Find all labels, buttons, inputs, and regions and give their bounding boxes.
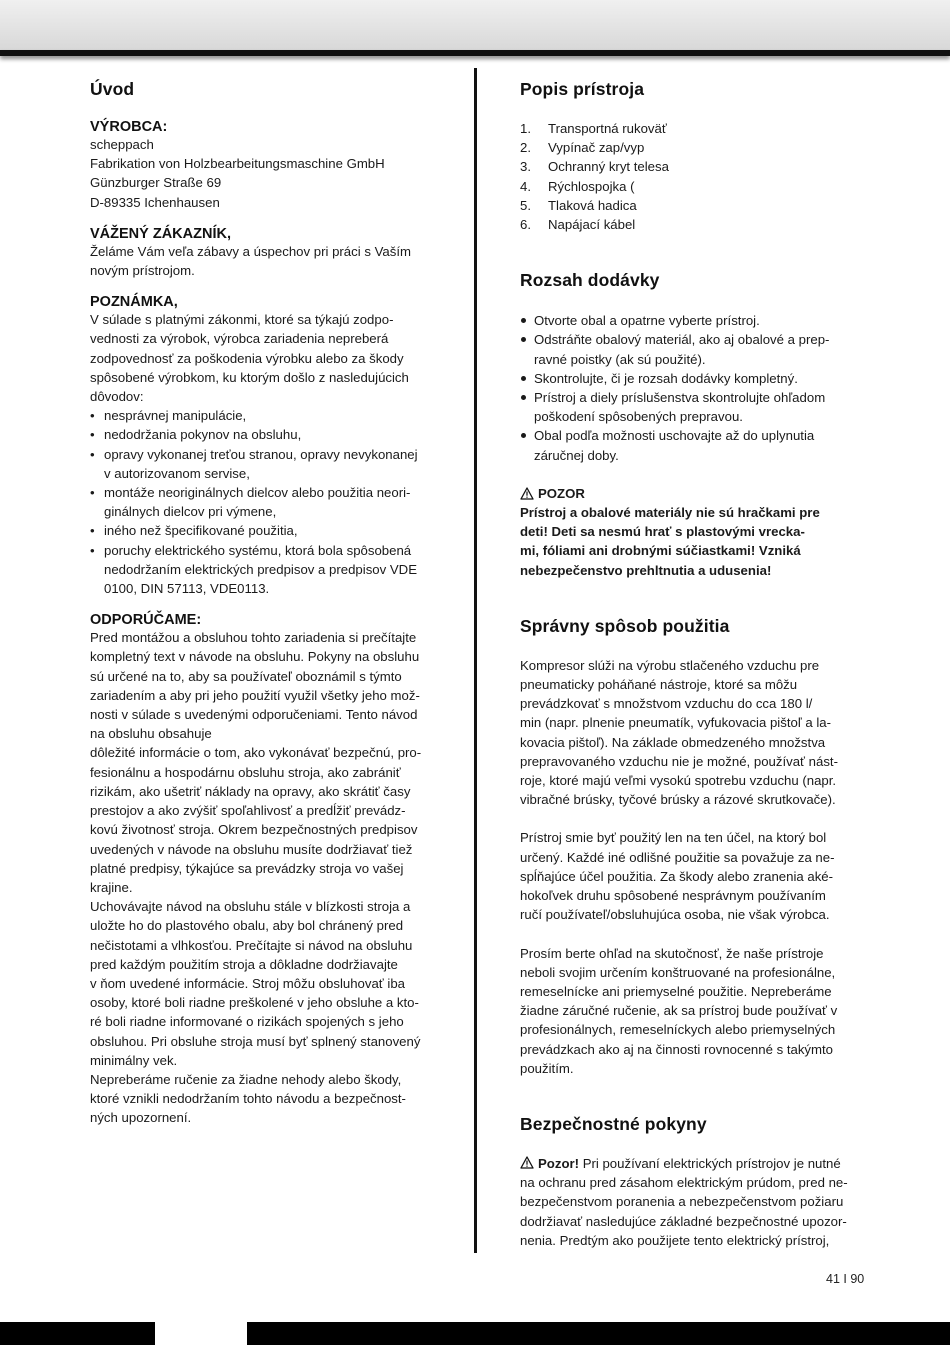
pouzitie-heading: Správny spôsob použitia xyxy=(520,615,730,636)
right-column xyxy=(520,62,862,1250)
zakaznik-heading: VÁŽENÝ ZÁKAZNÍK, xyxy=(90,225,231,242)
list-item: 4. Rýchlospojka ( xyxy=(520,178,635,194)
left-column xyxy=(90,62,432,1128)
text-line: na ochranu pred zásahom elektrickým prúdom, pred ne- xyxy=(520,1175,848,1191)
text-line: nebezpečenstvo prehltnutia a udusenia! xyxy=(520,562,772,578)
list-item: Skontrolujte, či je rozsah dodávky kompletný. xyxy=(520,369,862,388)
text-line: sú určené na to, aby sa používateľ oboznámil s týmto xyxy=(90,668,402,684)
text-line: prestojov a ako zvýšiť spoľahlivosť a predĺžiť prevádz- xyxy=(90,803,406,819)
list-item: 6. Napájací kábel xyxy=(520,217,636,233)
text-line: ré boli riadne informované o rizikách spojených s jeho xyxy=(90,1014,404,1030)
poznamka-list xyxy=(90,406,432,598)
column-divider xyxy=(474,68,477,1253)
list-item: Obal podľa možnosti uschovajte až do uplynutia záručnej doby. xyxy=(520,426,862,464)
address-line: scheppach xyxy=(90,137,154,152)
header-band xyxy=(0,0,950,50)
text-line: Prístroj smie byť použitý len na ten účel, na ktorý bol xyxy=(520,830,827,846)
text-line: Pred montážou a obsluhou tohto zariadenia si prečítajte xyxy=(90,630,417,646)
address-line: D-89335 Ichenhausen xyxy=(90,194,220,210)
text-line: hokoľvek druhu spôsobené nesprávnym používaním xyxy=(520,888,826,904)
text-line: na obsluhu obsahuje xyxy=(90,726,212,742)
page-number: 41 I 90 xyxy=(826,1272,865,1286)
text-line: Uchovávajte návod na obsluhu stále v blízkosti stroja a xyxy=(90,899,411,915)
pozor-text xyxy=(520,503,862,580)
pouzitie-paragraph-3 xyxy=(520,944,862,1078)
text-line: dôvodov: xyxy=(90,389,144,405)
text-line: Prosím berte ohľad na skutočnosť, že naše prístroje xyxy=(520,945,824,961)
text-line: pneumaticky poháňané nástroje, ktoré sa môžu xyxy=(520,677,798,693)
text-line: vibračné brúsky, tyčové brúsky a rázové skrutkovače). xyxy=(520,792,836,808)
bezpecnost-heading: Bezpečnostné pokyny xyxy=(520,1113,707,1134)
poznamka-heading: POZNÁMKA, xyxy=(90,294,178,311)
text-line: prepravovaného vzduchu nie je možné, používať nást- xyxy=(520,753,838,769)
text-line: žiadne záručné ručenie, ak sa prístroj bude používať v xyxy=(520,1003,838,1019)
list-item: • nesprávnej manipulácie, xyxy=(90,406,432,425)
text-line: zariadením a aby pri jeho použití využil všetky jeho mož- xyxy=(90,687,420,703)
rozsah-list xyxy=(520,311,862,465)
text-line: rizikám, ako ušetriť náklady na opravy, ako skrátiť časy xyxy=(90,783,411,799)
text-line: použitím. xyxy=(520,1060,574,1076)
address-line: Günzburger Straße 69 xyxy=(90,175,222,191)
poznamka-text xyxy=(90,310,432,406)
text-line: ručí používateľ/obsluhujúca osoba, nie však výrobca. xyxy=(520,907,830,923)
text-line: fesionálnu a hospodárnu obsluhu stroja, ako zabrániť xyxy=(90,764,401,780)
list-item: 2. Vypínač zap/vyp xyxy=(520,140,645,156)
text-line: profesionálnych, remeselníckych alebo priemyselných xyxy=(520,1022,836,1038)
text-line: obsluhou. Pri obsluhe stroja musí byť splnený stanovený xyxy=(90,1033,421,1049)
text-line: deti! Deti sa nesmú hrať s plastovými vrecka- xyxy=(520,524,805,540)
list-item: • poruchy elektrického systému, ktorá bola spôsobená nedodržaním elektrických predpisov a predpisov VDE 0100, DIN 57113, VDE0113. xyxy=(90,541,432,599)
odporucame-text xyxy=(90,628,432,1127)
text-line: uvedených v návode na obsluhu musíte dodržiavať tiež xyxy=(90,841,413,857)
list-item: • nedodržania pokynov na obsluhu, xyxy=(90,425,432,444)
vyrobca-heading: VÝROBCA: xyxy=(90,119,168,135)
pouzitie-paragraph-2 xyxy=(520,828,862,924)
footer-gap xyxy=(155,1322,247,1345)
text-line: platné predpisy, týkajúce sa prevádzky stroja vo vašej xyxy=(90,860,404,876)
text-line: V súlade s platnými zákonmi, ktoré sa týkajú zodpo- xyxy=(90,312,394,328)
text-line: kompletný text v návode na obsluhu. Pokyny na obsluhu xyxy=(90,649,420,665)
uvod-heading: Úvod xyxy=(90,79,135,99)
rozsah-heading: Rozsah dodávky xyxy=(520,270,660,291)
list-item: 5. Tlaková hadica xyxy=(520,197,637,213)
text-line: Nepreberáme ručenie za žiadne nehody alebo škody, xyxy=(90,1071,402,1087)
text-line: v ňom uvedené informácie. Stroj môžu obsluhovať iba xyxy=(90,975,406,991)
text-line: remeselnícke ani priemyselné použitie. Nepreberáme xyxy=(520,983,832,999)
text-line: vednosti za výrobok, výrobca zariadenia nepreberá xyxy=(90,331,389,347)
bezpecnost-text xyxy=(520,1154,862,1250)
list-item: Prístroj a diely príslušenstva skontrolujte ohľadom poškodení spôsobených prepravou. xyxy=(520,388,862,426)
address-line: Fabrikation von Holzbearbeitungsmaschine GmbH xyxy=(90,156,385,172)
text-line: neboli svojim určením konštruované na profesionálne, xyxy=(520,964,836,980)
text-line: kovacia pištoľ). Na základe obmedzeného množstva xyxy=(520,734,826,750)
text-line: Želáme Vám veľa zábavy a úspechov pri práci s Vaším xyxy=(90,243,411,259)
text-line: Prístroj a obalové materiály nie sú hračkami pre xyxy=(520,505,820,521)
text-line: pred každým použitím stroja a dôkladne dodržiavajte xyxy=(90,956,398,972)
text-line: novým prístrojom. xyxy=(90,263,195,279)
list-item: Odstráňte obalový materiál, ako aj obalové a prep- ravné poistky (ak sú použité). xyxy=(520,330,862,368)
text-line: prevádzkovať s množstvom vzduchu do cca 180 l/ xyxy=(520,696,813,712)
pozor-label: POZOR xyxy=(538,485,585,501)
list-item: • montáže neoriginálnych dielcov alebo použitia neori- ginálnych dielcov pri výmene, xyxy=(90,483,432,521)
popis-list xyxy=(520,119,862,234)
text-line: nečistotami a vlhkosťou. Prečítajte si návod na obsluhu xyxy=(90,937,413,953)
list-item: Otvorte obal a opatrne vyberte prístroj. xyxy=(520,311,862,330)
pouzitie-paragraph-1 xyxy=(520,656,862,810)
pozor-inline-label: Pozor! xyxy=(538,1155,580,1171)
text-line: uložte ho do plastového obalu, aby bol chránený pred xyxy=(90,918,404,934)
text-line: minimálny vek. xyxy=(90,1052,178,1068)
text-line: mi, fóliami ani drobnými súčiastkami! Vzniká xyxy=(520,543,801,559)
text-line: nenia. Predtým ako použijete tento elektrický prístroj, xyxy=(520,1232,830,1248)
text-line: kovú životnosť stroja. Okrem bezpečnostných predpisov xyxy=(90,822,418,838)
text-line: Pozor! Pri používaní elektrických prístrojov je nutné xyxy=(520,1154,862,1173)
text-line: dodržiavať nasledujúce základné bezpečnostné upozor- xyxy=(520,1213,847,1229)
text-line: ných upozornení. xyxy=(90,1110,192,1126)
list-item: • iného než špecifikované použitia, xyxy=(90,521,432,540)
text-line: nosti v súlade s uvedenými odporučeniami. Tento návod xyxy=(90,707,418,723)
text-line: spĺňajúce účel použitia. Za škody alebo zranenia aké- xyxy=(520,868,834,884)
text-line: osoby, ktoré boli riadne preškolené v jeho obsluhe a kto- xyxy=(90,995,419,1011)
text-line: ktoré vznikli nedodržaním tohto návodu a bezpečnost- xyxy=(90,1091,406,1107)
vyrobca-address xyxy=(90,135,432,212)
list-item: 1. Transportná rukoväť xyxy=(520,121,667,136)
warning-icon xyxy=(520,487,534,500)
text-line: zodpovednosť za poškodenia výrobku alebo za škody xyxy=(90,350,404,366)
list-item: • opravy vykonanej treťou stranou, opravy nevykonanej v autorizovanom servise, xyxy=(90,445,432,483)
list-item: 3. Ochranný kryt telesa xyxy=(520,159,669,175)
text-line: min (napr. plnenie pneumatík, vyfukovacia pištoľ a la- xyxy=(520,715,831,731)
footer-bar xyxy=(0,1322,950,1345)
zakaznik-text xyxy=(90,242,432,280)
text-line: Kompresor slúži na výrobu stlačeného vzduchu pre xyxy=(520,657,820,673)
text-line: roje, ktoré majú veľmi vysokú spotrebu vzduchu (napr. xyxy=(520,773,837,789)
warning-icon xyxy=(520,1156,534,1169)
text-line: dôležité informácie o tom, ako vykonávať bezpečnú, pro- xyxy=(90,745,422,761)
text-line: určený. Každé iné odlišné použitie sa považuje za ne- xyxy=(520,849,835,865)
header-rule xyxy=(0,50,950,56)
text-line: bezpečenstvom poranenia a nebezpečenstvom požiaru xyxy=(520,1194,844,1210)
text-line: spôsobené výrobkom, ku ktorým došlo z nasledujúcich xyxy=(90,369,409,385)
text-line: krajine. xyxy=(90,879,133,895)
popis-heading: Popis prístroja xyxy=(520,79,645,99)
odporucame-heading: ODPORÚČAME: xyxy=(90,612,202,629)
text-line: prevádzkach ako aj na činnosti rovnocenné s takýmto xyxy=(520,1041,834,1057)
pozor-heading xyxy=(520,484,862,503)
